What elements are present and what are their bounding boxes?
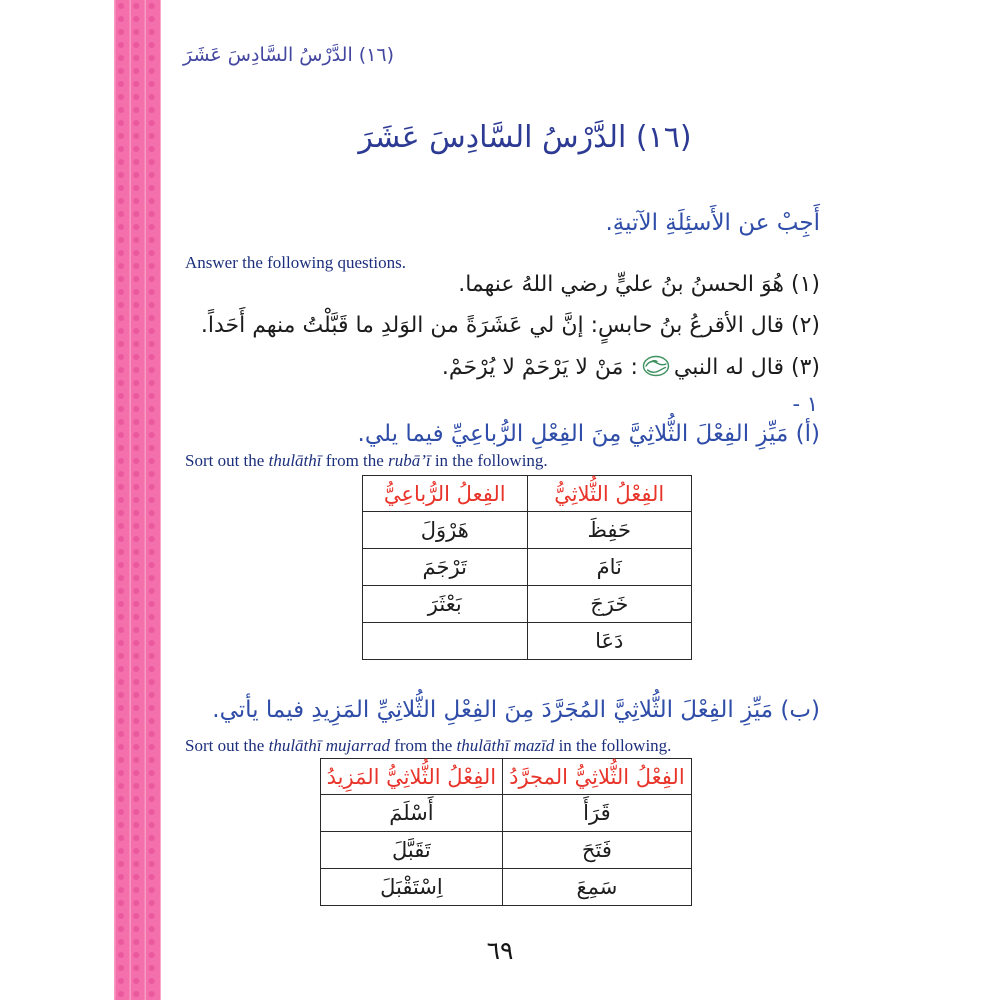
term-thulathi-mazid: thulāthī mazīd	[456, 736, 555, 755]
table-row	[321, 795, 692, 832]
table-cell	[363, 623, 528, 660]
table-cell: سَمِعَ	[502, 869, 691, 906]
table-row	[363, 623, 692, 660]
question-3-text-after: : مَنْ لا يَرْحَمْ لا يُرْحَمْ.	[441, 355, 638, 380]
verb-table-b	[320, 758, 692, 906]
table-cell: خَرَجَ	[527, 586, 692, 623]
table-cell: دَعَا	[527, 623, 692, 660]
section-a-heading: (أ) مَيِّزِ الفِعْلَ الثُّلاثِيَّ مِنَ الفِعْلِ الرُّباعِيِّ فيما يلي.	[357, 421, 820, 447]
english-instruction: Answer the following questions.	[185, 253, 406, 272]
column-header-rubai: الفِعلُ الرُّباعِيُّ	[363, 476, 528, 512]
verb-table-a	[362, 475, 692, 660]
term-rubai: rubā’ī	[388, 451, 431, 470]
table-b-header-row	[321, 759, 692, 795]
question-3	[442, 354, 820, 384]
question-3-text-before: (٣) قال له النبي	[673, 355, 820, 380]
table-row	[363, 512, 692, 549]
exercise-number: ١ -	[792, 392, 818, 416]
table-row	[321, 869, 692, 906]
table-cell: بَعْثَرَ	[363, 586, 528, 623]
table-cell: حَفِظَ	[527, 512, 692, 549]
table-cell: قَرَأَ	[502, 795, 691, 832]
table-row	[363, 549, 692, 586]
column-header-mazid: الفِعْلُ الثُّلاثِيُّ المَزِيدُ	[321, 759, 503, 795]
section-a-english	[185, 451, 548, 471]
section-b-english-part: in the following.	[554, 736, 672, 755]
section-a-english-part: from the	[321, 451, 389, 470]
arabic-instruction: أَجِبْ عن الأَسئِلَةِ الآتيةِ.	[605, 210, 820, 236]
table-cell: فَتَحَ	[502, 832, 691, 869]
table-a-header-row	[363, 476, 692, 512]
decorative-pink-border	[114, 0, 161, 1000]
term-thulathi-mujarrad: thulāthī mujarrad	[268, 736, 390, 755]
page-number: ٦٩	[486, 936, 514, 965]
column-header-mujarrad: الفِعْلُ الثُّلاثِيُّ المجرَّدُ	[502, 759, 691, 795]
table-cell: تَقَبَّلَ	[321, 832, 503, 869]
table-cell: تَرْجَمَ	[363, 549, 528, 586]
running-header: (١٦) الدَّرْسُ السَّادِسَ عَشَرَ	[183, 44, 395, 66]
sallallahu-alayhi-wasallam-icon	[641, 354, 671, 384]
section-a-english-part: Sort out the	[185, 451, 269, 470]
table-row	[363, 586, 692, 623]
table-cell: اِسْتَقْبَلَ	[321, 869, 503, 906]
page-title: (١٦) الدَّرْسُ السَّادِسَ عَشَرَ	[358, 120, 692, 155]
section-a-english-part: in the following.	[430, 451, 548, 470]
section-b-english-part: Sort out the	[185, 736, 269, 755]
table-row	[321, 832, 692, 869]
column-header-thulathi: الفِعْلُ الثُّلاثِيُّ	[527, 476, 692, 512]
table-cell: أَسْلَمَ	[321, 795, 503, 832]
table-cell: هَرْوَلَ	[363, 512, 528, 549]
section-b-english-part: from the	[389, 736, 457, 755]
section-b-heading: (ب) مَيِّزِ الفِعْلَ الثُّلاثِيَّ المُجَرَّدَ مِنَ الفِعْلِ الثُّلاثِيِّ المَزِيدِ فيما يأتي.	[212, 697, 820, 723]
section-b-english	[185, 736, 671, 756]
question-1: (١) هُوَ الحسنُ بنُ عليٍّ رضي اللهُ عنهما.	[458, 272, 820, 297]
term-thulathi: thulāthī	[268, 451, 322, 470]
table-cell: نَامَ	[527, 549, 692, 586]
question-2: (٢) قال الأقرعُ بنُ حابسٍ: إنَّ لي عَشَرَةً من الوَلدِ ما قَبَّلْتُ منهم أَحَداً.	[200, 313, 820, 338]
